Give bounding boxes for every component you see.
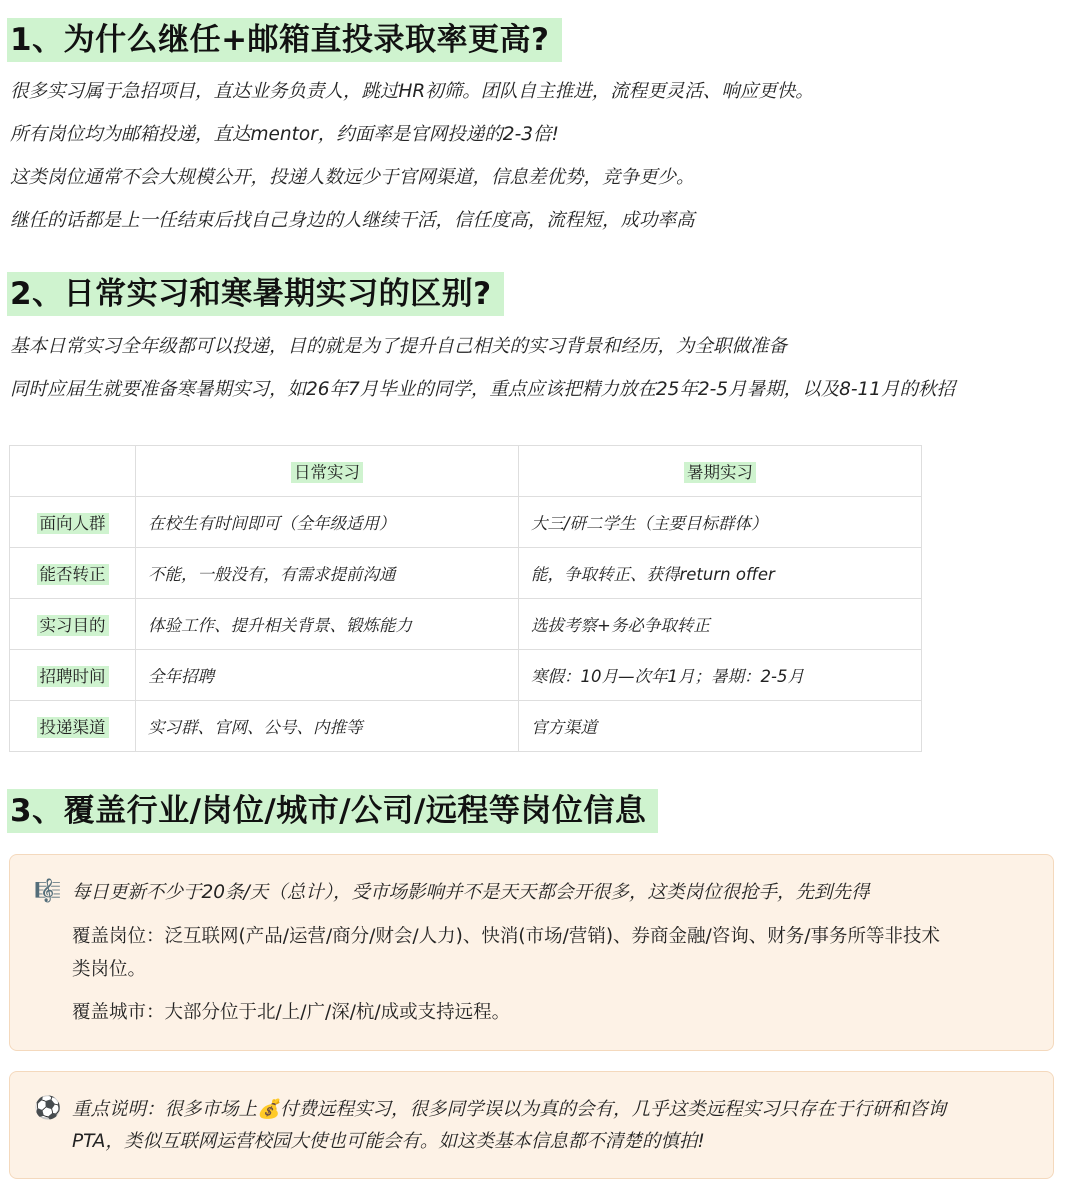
row-label-cell xyxy=(10,548,136,599)
daily-cell: 全年招聘 xyxy=(136,650,519,701)
row-label-cell xyxy=(10,650,136,701)
table-row xyxy=(10,548,922,599)
section-3-heading: 3、覆盖行业/岗位/城市/公司/远程等岗位信息 xyxy=(7,789,658,833)
callout-notice-line-2: PTA，类似互联网运营校园大使也可能会有。如这类基本信息都不清楚的慎拍! xyxy=(72,1131,705,1152)
column-header-summer xyxy=(519,446,922,497)
comparison-table xyxy=(9,445,922,752)
soccer-ball-icon: ⚽ xyxy=(34,1096,62,1121)
summer-cell: 寒假：10月—次年1月；暑期：2-5月 xyxy=(519,650,922,701)
summer-cell: 官方渠道 xyxy=(519,701,922,752)
section-2-line-2: 同时应届生就要准备寒暑期实习，如26年7月毕业的同学，重点应该把精力放在25年2-5月暑期，以及8-11月的秋招 xyxy=(10,379,956,400)
row-label: 投递渠道 xyxy=(37,717,109,738)
summer-cell: 能，争取转正、获得return offer xyxy=(519,548,922,599)
table-row xyxy=(10,650,922,701)
column-header-daily-label: 日常实习 xyxy=(291,462,363,483)
callout-coverage-line-2: 覆盖岗位：泛互联网(产品/运营/商分/财会/人力)、快消(市场/营销)、券商金融/咨询、财务/事务所等非技术 xyxy=(72,926,941,947)
section-2-heading-wrap xyxy=(7,272,504,316)
row-label: 招聘时间 xyxy=(37,666,109,687)
daily-cell: 不能，一般没有，有需求提前沟通 xyxy=(136,548,519,599)
callout-notice xyxy=(9,1071,1054,1179)
section-2-heading: 2、日常实习和寒暑期实习的区别? xyxy=(7,272,504,316)
section-3-heading-wrap xyxy=(7,789,658,833)
section-2-line-1: 基本日常实习全年级都可以投递，目的就是为了提升自己相关的实习背景和经历，为全职做准备 xyxy=(10,336,788,357)
daily-cell: 在校生有时间即可（全年级适用） xyxy=(136,497,519,548)
table-row xyxy=(10,599,922,650)
table-row xyxy=(10,701,922,752)
daily-cell: 实习群、官网、公号、内推等 xyxy=(136,701,519,752)
callout-coverage-line-4: 覆盖城市：大部分位于北/上/广/深/杭/成或支持远程。 xyxy=(72,1002,511,1023)
row-label: 面向人群 xyxy=(37,513,109,534)
section-1-heading-wrap xyxy=(7,18,562,62)
table-row xyxy=(10,497,922,548)
daily-cell: 体验工作、提升相关背景、锻炼能力 xyxy=(136,599,519,650)
callout-coverage xyxy=(9,854,1054,1051)
section-1-line-4: 继任的话都是上一任结束后找自己身边的人继续干活，信任度高，流程短，成功率高 xyxy=(10,210,695,231)
section-1-line-3: 这类岗位通常不会大规模公开，投递人数远少于官网渠道，信息差优势，竞争更少。 xyxy=(10,167,695,188)
table-corner-cell xyxy=(10,446,136,497)
table-header-row xyxy=(10,446,922,497)
section-1-heading: 1、为什么继任+邮箱直投录取率更高? xyxy=(7,18,562,62)
section-1-line-1: 很多实习属于急招项目，直达业务负责人，跳过HR初筛。团队自主推进，流程更灵活、响应更快。 xyxy=(10,81,814,102)
summer-cell: 大三/研二学生（主要目标群体） xyxy=(519,497,922,548)
row-label: 能否转正 xyxy=(37,564,109,585)
section-1-line-2: 所有岗位均为邮箱投递，直达mentor，约面率是官网投递的2-3倍! xyxy=(10,124,559,145)
callout-coverage-line-3: 类岗位。 xyxy=(72,959,147,980)
music-notes-icon: 🎼 xyxy=(34,879,62,904)
row-label-cell xyxy=(10,497,136,548)
callout-coverage-line-1: 每日更新不少于20条/天（总计），受市场影响并不是天天都会开很多，这类岗位很抢手，先到先得 xyxy=(72,882,870,903)
row-label-cell xyxy=(10,701,136,752)
summer-cell: 选拔考察+务必争取转正 xyxy=(519,599,922,650)
callout-notice-line-1: 重点说明：很多市场上💰付费远程实习，很多同学误以为真的会有，几乎这类远程实习只存在于行研和咨询 xyxy=(72,1099,947,1120)
column-header-daily xyxy=(136,446,519,497)
column-header-summer-label: 暑期实习 xyxy=(684,462,756,483)
row-label-cell xyxy=(10,599,136,650)
row-label: 实习目的 xyxy=(37,615,109,636)
